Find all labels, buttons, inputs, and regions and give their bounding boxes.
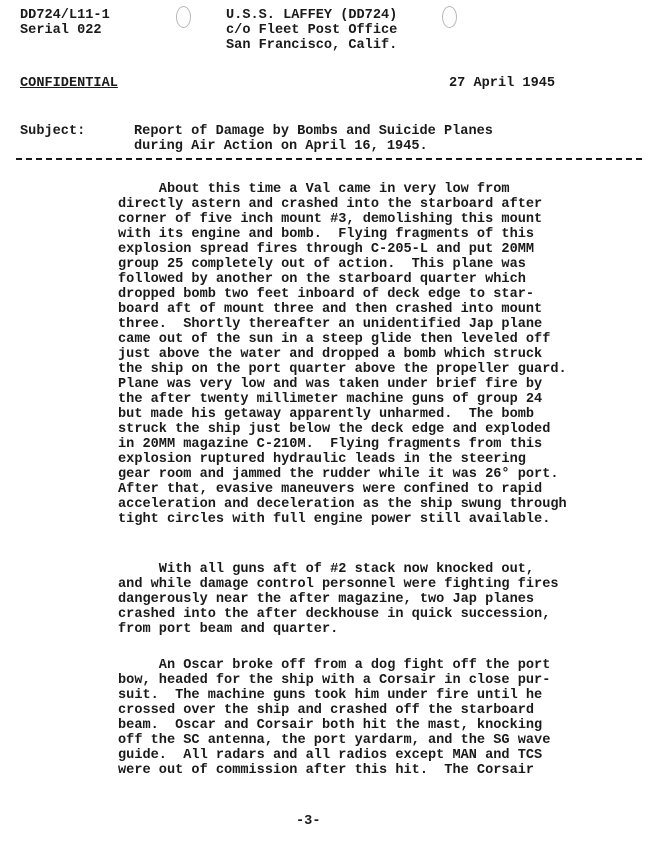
paragraph-line: with its engine and bomb. Flying fragments of this xyxy=(118,227,535,242)
serial-number: Serial 022 xyxy=(20,23,102,38)
paragraph-line: and while damage control personnel were fighting fires xyxy=(118,577,559,592)
paragraph-line: dropped bomb two feet inboard of deck edge to star- xyxy=(118,287,535,302)
paragraph-line: bow, headed for the ship with a Corsair in close pur- xyxy=(118,673,551,688)
paragraph-line: beam. Oscar and Corsair both hit the mast, knocking xyxy=(118,718,543,733)
page-number: -3- xyxy=(296,814,321,829)
paragraph-line: dangerously near the after magazine, two Jap planes xyxy=(118,592,535,607)
paragraph-line: three. Shortly thereafter an unidentified Jap plane xyxy=(118,317,543,332)
paragraph-line: followed by another on the starboard quarter which xyxy=(118,272,526,287)
paragraph-line: Plane was very low and was taken under brief fire by xyxy=(118,377,543,392)
punch-hole-left xyxy=(176,6,191,28)
paragraph-line: the after twenty millimeter machine guns of group 24 xyxy=(118,392,543,407)
paragraph-3 xyxy=(118,658,550,778)
paragraph-line: came out of the sun in a steep glide then leveled off xyxy=(118,332,551,347)
subject-line: Report of Damage by Bombs and Suicide Planes xyxy=(134,124,493,139)
paragraph-line: from port beam and quarter. xyxy=(118,622,339,637)
paragraph-line: An Oscar broke off from a dog fight off the port xyxy=(118,658,551,673)
paragraph-line: explosion ruptured hydraulic leads in the steering xyxy=(118,452,526,467)
reference-block xyxy=(20,8,110,38)
subject-line: during Air Action on April 16, 1945. xyxy=(134,139,428,154)
city: San Francisco, Calif. xyxy=(226,38,398,53)
paragraph-2 xyxy=(118,562,559,637)
punch-hole-right xyxy=(442,6,457,28)
paragraph-line: board aft of mount three and then crashed into mount xyxy=(118,302,543,317)
paragraph-line: group 25 completely out of action. This plane was xyxy=(118,257,526,272)
paragraph-line: but made his getaway apparently unharmed. The bomb xyxy=(118,407,535,422)
paragraph-line: directly astern and crashed into the starboard after xyxy=(118,197,543,212)
fleet-post-office: c/o Fleet Post Office xyxy=(226,23,398,38)
subject-label: Subject: xyxy=(20,124,86,139)
paragraph-line: explosion spread fires through C-205-L and put 20MM xyxy=(118,242,535,257)
paragraph-1 xyxy=(118,182,567,527)
document-date: 27 April 1945 xyxy=(449,76,556,91)
paragraph-line: suit. The machine guns took him under fire until he xyxy=(118,688,543,703)
ship-address xyxy=(226,8,397,53)
paragraph-line: After that, evasive maneuvers were confined to rapid xyxy=(118,482,543,497)
paragraph-line: With all guns aft of #2 stack now knocked out, xyxy=(118,562,535,577)
paragraph-line: tight circles with full engine power still available. xyxy=(118,512,551,527)
paragraph-line: off the SC antenna, the port yardarm, and the SG wave xyxy=(118,733,551,748)
paragraph-line: crossed over the ship and crashed off the starboard xyxy=(118,703,535,718)
classification-label: CONFIDENTIAL xyxy=(20,76,118,91)
paragraph-line: in 20MM magazine C-210M. Flying fragments from this xyxy=(118,437,543,452)
ship-name: U.S.S. LAFFEY (DD724) xyxy=(226,8,398,23)
paragraph-line: guide. All radars and all radios except MAN and TCS xyxy=(118,748,543,763)
paragraph-line: About this time a Val came in very low from xyxy=(118,182,510,197)
paragraph-line: struck the ship just below the deck edge and exploded xyxy=(118,422,551,437)
paragraph-line: the ship on the port quarter above the propeller guard. xyxy=(118,362,567,377)
paragraph-line: gear room and jammed the rudder while it was 26° port. xyxy=(118,467,559,482)
paragraph-line: just above the water and dropped a bomb which struck xyxy=(118,347,543,362)
file-reference: DD724/L11-1 xyxy=(20,8,110,23)
paragraph-line: acceleration and deceleration as the ship swung through xyxy=(118,497,567,512)
paragraph-line: crashed into the after deckhouse in quick succession, xyxy=(118,607,551,622)
separator-line xyxy=(16,158,642,160)
paragraph-line: were out of commission after this hit. The Corsair xyxy=(118,763,535,778)
subject-text xyxy=(134,124,493,154)
paragraph-line: corner of five inch mount #3, demolishing this mount xyxy=(118,212,543,227)
